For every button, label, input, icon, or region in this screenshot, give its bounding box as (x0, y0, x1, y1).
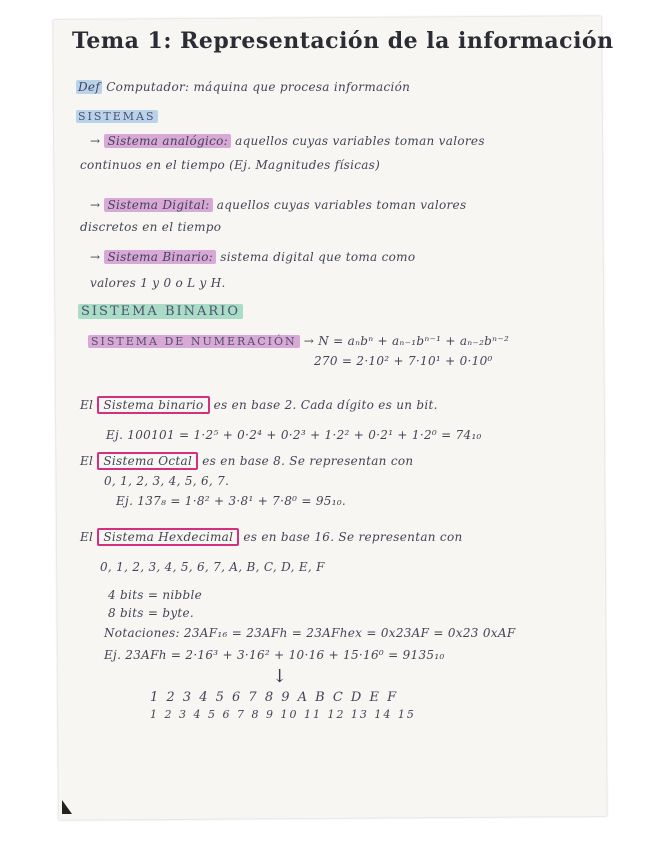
hex-prefix: El (80, 530, 94, 544)
byte-line: 8 bits = byte. (108, 606, 195, 620)
arrow-down-icon: ↓ (272, 666, 288, 687)
binario-def-label: Sistema Binario: (104, 250, 216, 264)
notaciones-line: Notaciones: 23AF₁₆ = 23AFh = 23AFhex = 0x23AF = 0x23 0xAF (104, 626, 516, 640)
arrow-icon: → (90, 134, 101, 148)
bin-line (80, 398, 438, 412)
analogico-text: aquellos cuyas variables toman valores (235, 134, 485, 148)
bin-text: es en base 2. Cada dígito es un bit. (213, 398, 438, 412)
octal-label: Sistema Octal (97, 452, 198, 470)
numeracion-label: SISTEMA DE NUMERACIÓN (88, 335, 300, 348)
analogico-label: Sistema analógico: (104, 134, 231, 148)
numeracion-line (88, 334, 509, 348)
binario-heading-text: SISTEMA BINARIO (78, 304, 243, 319)
bin-example: Ej. 100101 = 1·2⁵ + 0·2⁴ + 0·2³ + 1·2² + 0·2¹ + 1·2⁰ = 74₁₀ (106, 428, 482, 442)
hex-label: Sistema Hexdecimal (97, 528, 239, 546)
arrow-icon: → (90, 198, 101, 212)
hex-row-top: 1 2 3 4 5 6 7 8 9 A B C D E F (150, 690, 399, 705)
hex-row-bottom: 1 2 3 4 5 6 7 8 9 10 11 12 13 14 15 (150, 708, 416, 721)
analogico-line2: continuos en el tiempo (Ej. Magnitudes físicas) (80, 158, 381, 172)
digital-label: Sistema Digital: (104, 198, 212, 212)
definition-line (76, 80, 410, 94)
definition-label: Def (78, 80, 101, 94)
sistemas-heading-text: SISTEMAS (78, 110, 156, 123)
hex-line (80, 530, 463, 544)
nibble-line: 4 bits = nibble (108, 588, 203, 602)
numeracion-example: 270 = 2·10² + 7·10¹ + 0·10⁰ (314, 354, 493, 368)
sistemas-heading (76, 110, 158, 123)
page-title: Tema 1: Representación de la información (72, 28, 614, 54)
page-corner-mark (62, 800, 72, 814)
hex-digits: 0, 1, 2, 3, 4, 5, 6, 7, A, B, C, D, E, F (100, 560, 325, 574)
octal-text: es en base 8. Se representan con (202, 454, 414, 468)
binario-heading (78, 304, 243, 319)
digital-line2: discretos en el tiempo (80, 220, 222, 234)
definition-text: Computador: máquina que procesa información (106, 80, 411, 94)
octal-prefix: El (80, 454, 94, 468)
octal-line (80, 454, 413, 468)
binario-def-line (90, 250, 415, 264)
octal-example: Ej. 137₈ = 1·8² + 3·8¹ + 7·8⁰ = 95₁₀. (116, 494, 347, 508)
binario-def-line2: valores 1 y 0 o L y H. (90, 276, 226, 290)
hex-example: Ej. 23AFh = 2·16³ + 3·16² + 10·16 + 15·16⁰ = 9135₁₀ (104, 648, 445, 662)
digital-line (90, 198, 466, 212)
bin-prefix: El (80, 398, 94, 412)
arrow-icon: → (90, 250, 101, 264)
hex-text: es en base 16. Se representan con (243, 530, 463, 544)
analogico-line (90, 134, 485, 148)
bin-label: Sistema binario (97, 396, 209, 414)
numeracion-formula: → N = aₙbⁿ + aₙ₋₁bⁿ⁻¹ + aₙ₋₂bⁿ⁻² (303, 334, 510, 348)
digital-text: aquellos cuyas variables toman valores (216, 198, 467, 212)
octal-digits: 0, 1, 2, 3, 4, 5, 6, 7. (104, 474, 230, 488)
binario-def-text: sistema digital que toma como (220, 250, 416, 264)
